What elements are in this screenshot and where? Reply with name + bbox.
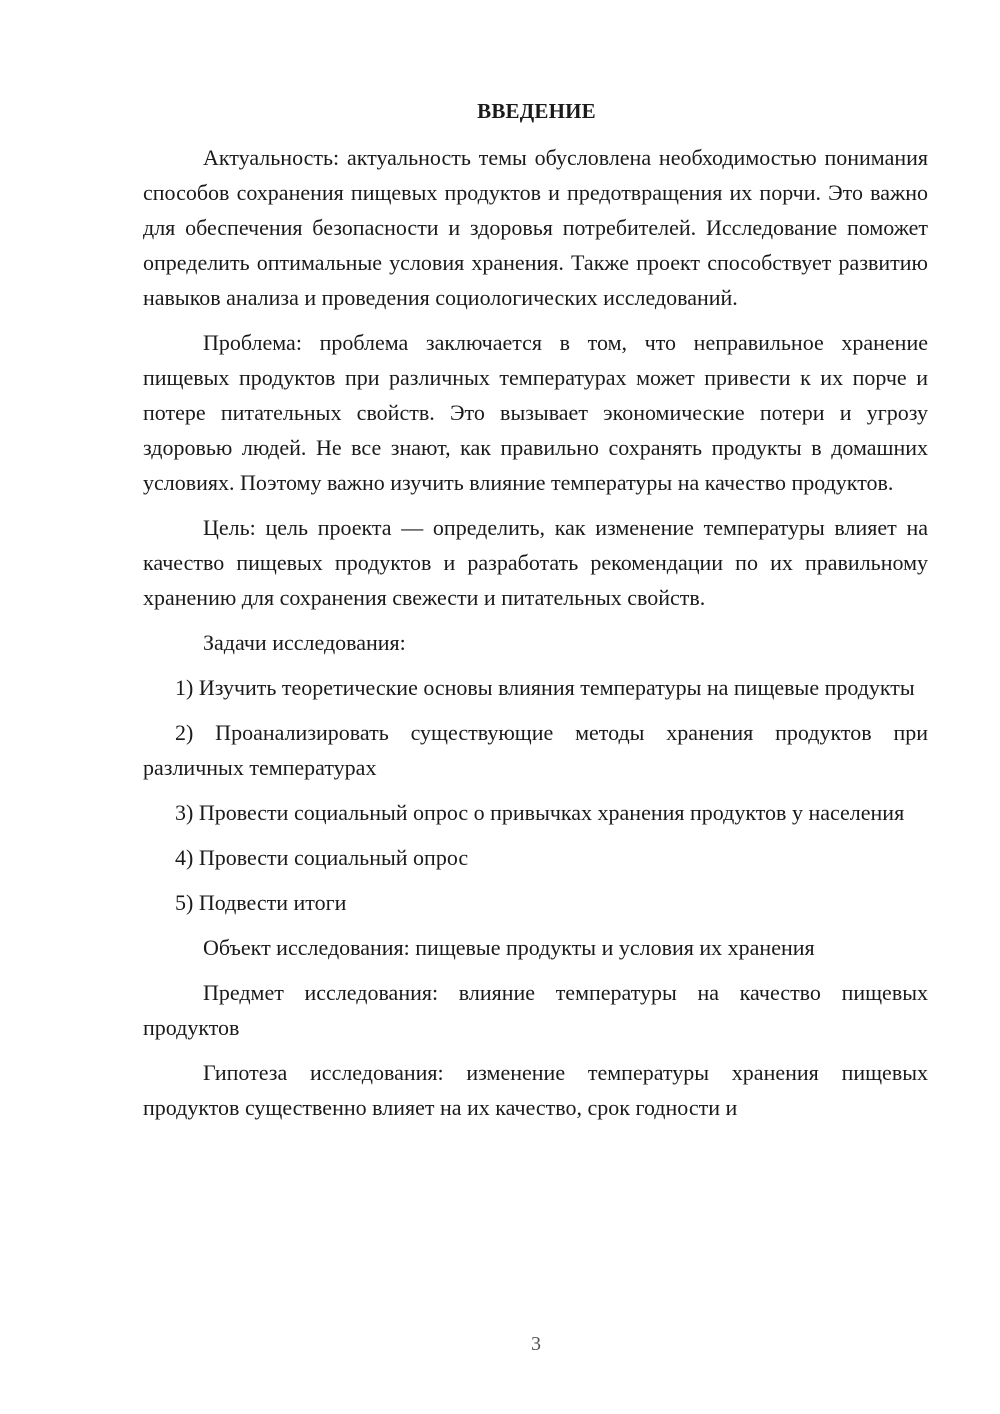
subject-paragraph: Предмет исследования: влияние температуры на качество пищевых продуктов (143, 980, 928, 1040)
task-item-2: 2) Проанализировать существующие методы хранения продуктов при различных температурах (143, 720, 928, 780)
section-heading: ВВЕДЕНИЕ (477, 99, 596, 123)
tasks-heading: Задачи исследования: (203, 630, 406, 655)
page-content (143, 95, 928, 1135)
task-item-4: 4) Провести социальный опрос (175, 845, 469, 870)
relevance-paragraph: Актуальность: актуальность темы обусловлена необходимостью понимания способов сохранения пищевых продуктов и предотвращения их порчи. Это важно для обеспечения безопасности и здоровья потребителей. Исследование поможет определить оптимальные условия хранения. Также проект способствует развитию навыков анализа и проведения социологических исследований. (143, 145, 928, 310)
task-item-3: 3) Провести социальный опрос о привычках хранения продуктов у населения (175, 800, 905, 825)
goal-paragraph: Цель: цель проекта — определить, как изменение температуры влияет на качество пищевых продуктов и разработать рекомендации по их правильному хранению для сохранения свежести и питательных свойств. (143, 515, 928, 610)
task-item-5: 5) Подвести итоги (175, 890, 347, 915)
problem-paragraph: Проблема: проблема заключается в том, что неправильное хранение пищевых продуктов при различных температурах может привести к их порче и потере питательных свойств. Это вызывает экономические потери и угрозу здоровью людей. Не все знают, как правильно сохранять продукты в домашних условиях. Поэтому важно изучить влияние температуры на качество продуктов. (143, 330, 928, 495)
hypothesis-paragraph: Гипотеза исследования: изменение температуры хранения пищевых продуктов существенно влияет на их качество, срок годности и (143, 1060, 928, 1120)
object-paragraph: Объект исследования: пищевые продукты и условия их хранения (203, 935, 815, 960)
task-item-1: 1) Изучить теоретические основы влияния температуры на пищевые продукты (175, 675, 915, 700)
page-number: 3 (531, 1333, 541, 1355)
